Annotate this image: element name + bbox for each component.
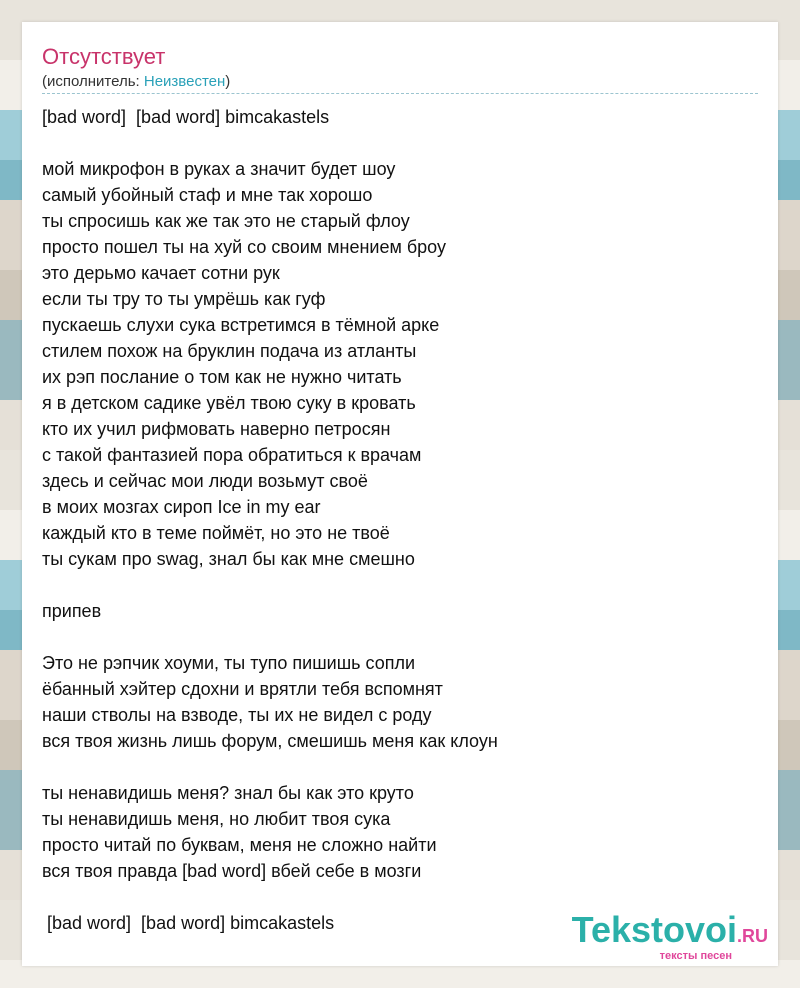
lyrics-blank-line xyxy=(42,884,758,910)
lyrics-line: ты ненавидишь меня, но любит твоя сука xyxy=(42,809,391,829)
lyrics-line: это дерьмо качает сотни рук xyxy=(42,263,280,283)
lyrics-line: ты сукам про swag, знал бы как мне смешно xyxy=(42,549,415,569)
lyrics-line: каждый кто в теме поймёт, но это не твоё xyxy=(42,523,390,543)
lyrics-line: ты спросишь как же так это не старый флоу xyxy=(42,211,410,231)
logo-tagline: тексты песен xyxy=(659,950,732,962)
lyrics-line: кто их учил рифмовать наверно петросян xyxy=(42,419,391,439)
lyrics-text xyxy=(42,104,758,936)
lyrics-line: пускаешь слухи сука встретимся в тёмной арке xyxy=(42,315,440,335)
song-title: Отсутствует xyxy=(42,44,166,69)
lyrics-line: ёбанный хэйтер сдохни и врятли тебя вспомнят xyxy=(42,679,443,699)
lyrics-blank-line xyxy=(42,130,758,156)
lyrics-blank-line xyxy=(42,572,758,598)
lyrics-line: самый убойный стаф и мне так хорошо xyxy=(42,185,373,205)
lyrics-line: просто пошел ты на хуй со своим мнением броу xyxy=(42,237,446,257)
lyrics-line: [bad word] [bad word] bimcakastels xyxy=(42,913,335,933)
lyrics-line: здесь и сейчас мои люди возьмут своё xyxy=(42,471,368,491)
artist-meta-suffix: ) xyxy=(225,73,231,90)
logo-name: Tekstovoi xyxy=(571,909,737,950)
lyrics-blank-line xyxy=(42,754,758,780)
lyrics-line: вся твоя правда [bad word] вбей себе в мозги xyxy=(42,861,422,881)
lyrics-line: Это не рэпчик хоуми, ты тупо пишишь сопли xyxy=(42,653,416,673)
artist-meta-prefix: (исполнитель: xyxy=(42,73,144,90)
logo-tld: .RU xyxy=(737,926,768,946)
lyrics-line: с такой фантазией пора обратиться к врачам xyxy=(42,445,422,465)
divider xyxy=(42,93,758,94)
artist-meta xyxy=(42,73,230,90)
lyrics-line: я в детском садике увёл твою суку в кровать xyxy=(42,393,416,413)
lyrics-line: ты ненавидишь меня? знал бы как это круто xyxy=(42,783,414,803)
artist-link[interactable]: Неизвестен xyxy=(143,73,226,90)
lyrics-line: стилем похож на бруклин подача из атланты xyxy=(42,341,417,361)
lyrics-line: вся твоя жизнь лишь форум, смешишь меня как клоун xyxy=(42,731,498,751)
lyrics-card xyxy=(22,22,778,966)
lyrics-line: наши стволы на взводе, ты их не видел с роду xyxy=(42,705,432,725)
lyrics-line: припев xyxy=(42,601,102,621)
lyrics-line: [bad word] [bad word] bimcakastels xyxy=(42,107,330,127)
lyrics-line: мой микрофон в руках а значит будет шоу xyxy=(42,159,396,179)
lyrics-line: если ты тру то ты умрёшь как гуф xyxy=(42,289,326,309)
lyrics-line: просто читай по буквам, меня не сложно найти xyxy=(42,835,437,855)
lyrics-line: в моих мозгах сироп Ice in my ear xyxy=(42,497,321,517)
lyrics-blank-line xyxy=(42,624,758,650)
site-logo[interactable] xyxy=(571,909,768,962)
lyrics-line: их рэп послание о том как не нужно читать xyxy=(42,367,402,387)
